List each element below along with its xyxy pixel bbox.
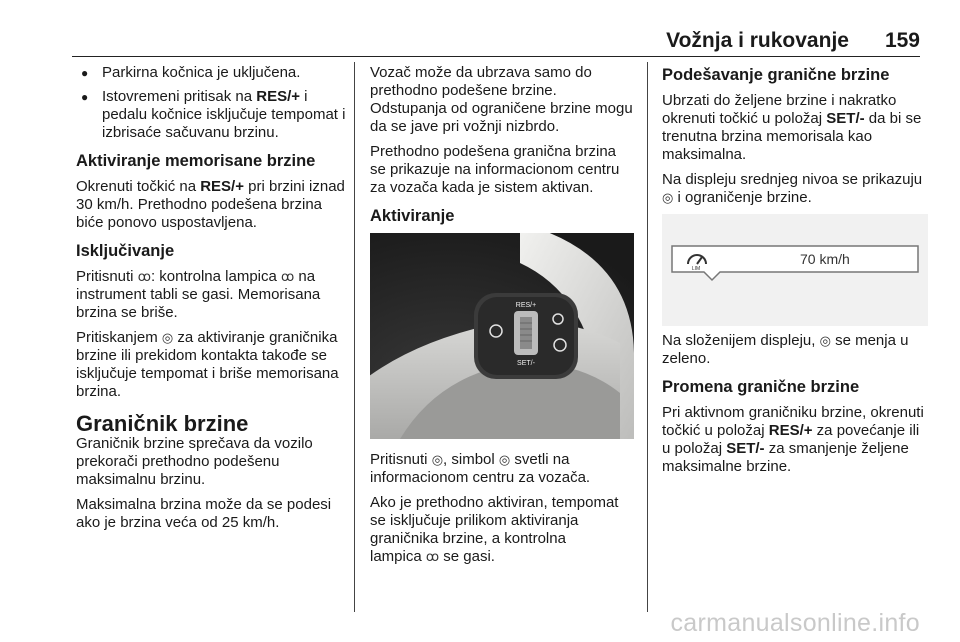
speed-limiter-icon: ◎: [819, 333, 831, 348]
column-1: [76, 64, 346, 539]
res-label: RES/+: [515, 302, 537, 309]
watermark: carmanualsonline.info: [670, 609, 920, 637]
heading-off: Isključivanje: [76, 242, 175, 260]
cruise-control-icon: ꝏ: [281, 269, 295, 284]
display-illustration: [662, 214, 928, 326]
column-divider: [354, 62, 355, 612]
speed-limiter-icon: ◎: [662, 190, 674, 205]
list-item: ● Parkirna kočnica je uključena.: [76, 64, 346, 82]
list-item: ● Istovremeni pritisak na RES/+ i pedalu kočnice isključuje tempomat i izbrisaće sačuvanu brzinu.: [76, 88, 346, 142]
heading-limiter: Graničnik brzine: [76, 411, 249, 436]
column-3: [662, 64, 928, 483]
paragraph: lampica ꝏ se gasi.: [370, 548, 495, 565]
paragraph: Na displeju srednjeg nivoa se prikazuju ◎ i ograničenje brzine.: [662, 171, 923, 206]
steering-wheel-photo: [370, 233, 634, 439]
steering-wheel-illustration: [370, 233, 634, 439]
heading-activation: Aktiviranje memorisane brzine: [76, 152, 316, 170]
driver-info-display: [662, 214, 928, 326]
paragraph: Ako je prethodno aktiviran, tempomat se isključuje prilikom aktiviranja graničnika brzine, a kontrolna: [370, 494, 619, 547]
section-title: Vožnja i rukovanje: [666, 29, 849, 52]
paragraph: Okrenuti točkić na RES/+ pri brzini iznad 30 km/h. Prethodno podešena brzina biće ponovo uspostavljena.: [76, 178, 345, 231]
paragraph: Pritiskanjem ◎ za aktiviranje graničnika brzine ili prekidom kontakta takođe se isključuje tempomat i briše memorisana brzina.: [76, 329, 339, 400]
column-2: [370, 64, 634, 573]
page-header: [72, 26, 920, 57]
set-label: SET/-: [517, 360, 535, 367]
bullet-list: [76, 64, 346, 142]
paragraph: Vozač može da ubrzava samo do prethodno podešene brzine. Odstupanja od ograničene brzine mogu da se jave pri vožnji nizbrdo.: [370, 64, 633, 135]
paragraph: Pritisnuti ◎, simbol ◎ svetli na informacionom centru za vozača.: [370, 451, 591, 486]
paragraph: Pri aktivnom graničniku brzine, okrenuti točkić u položaj RES/+ za povećanje ili u položaj SET/- za smanjenje željene maksimalne brzine.: [662, 404, 924, 475]
cruise-control-icon: ꝏ: [137, 269, 151, 284]
speed-limiter-icon: ◎: [498, 452, 511, 467]
heading-set-limit: Podešavanje granične brzine: [662, 66, 890, 84]
limit-speed-readout: 70 km/h: [800, 251, 850, 267]
paragraph: Pritisnuti ꝏ: kontrolna lampica ꝏ na instrument tabli se gasi. Memorisana brzina se briše.: [76, 268, 321, 321]
cruise-control-icon: ꝏ: [425, 549, 440, 564]
page-number: 159: [884, 29, 920, 52]
paragraph: Graničnik brzine sprečava da vozilo prekorači prethodno podešenu maksimalnu brzinu.: [76, 435, 313, 488]
paragraph: Ubrzati do željene brzine i nakratko okrenuti točkić u položaj SET/- da bi se trenutna brzina memorisala kao maksimalna.: [662, 92, 922, 163]
paragraph: Prethodno podešena granična brzina se prikazuje na informacionom centru za vozača kada je sistem aktivan.: [370, 143, 620, 196]
heading-activate: Aktiviranje: [370, 207, 455, 225]
heading-change-limit: Promena granične brzine: [662, 378, 860, 396]
paragraph: Maksimalna brzina može da se podesi ako je brzina veća od 25 km/h.: [76, 496, 332, 531]
lim-label: LIM: [691, 266, 701, 272]
speed-limiter-icon: ◎: [161, 330, 174, 345]
speed-limiter-icon: ◎: [431, 452, 444, 467]
column-divider: [647, 62, 648, 612]
paragraph: Na složenijem displeju, ◎ se menja u zeleno.: [662, 332, 909, 367]
